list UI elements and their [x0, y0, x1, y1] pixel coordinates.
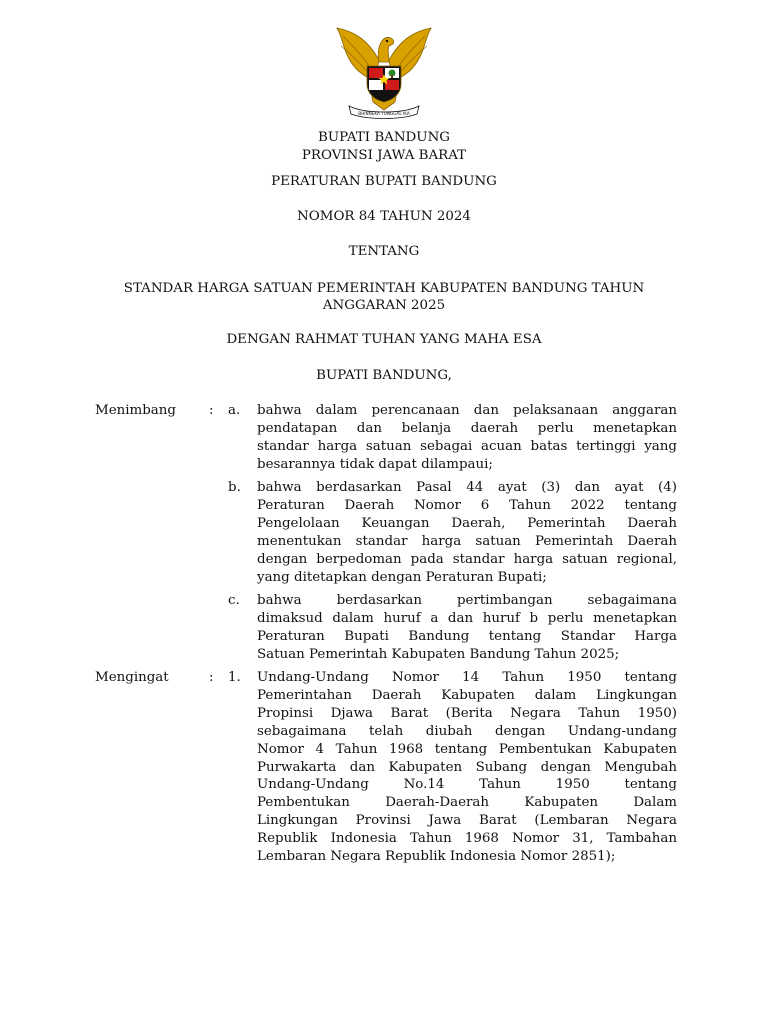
text-line: Purwakarta dan Kabupaten Subang dengan Mengubah [257, 759, 677, 775]
text-line: Propinsi Djawa Barat (Berita Negara Tahun 1950) [257, 705, 677, 721]
text-line: bahwa berdasarkan Pasal 44 ayat (3) dan ayat (4) [257, 480, 677, 495]
text-line: Undang-Undang No.14 Tahun 1950 tentang [257, 777, 677, 793]
garuda-pancasila-emblem-icon [329, 22, 439, 122]
heading-bupati: BUPATI BANDUNG [318, 130, 450, 145]
subject-line-2: ANGGARAN 2025 [322, 298, 446, 313]
menimbang-colon: : [209, 403, 214, 418]
motto-text: BHINNEKA TUNGGAL IKA [358, 111, 410, 116]
mengingat-label: Mengingat [95, 670, 169, 685]
mengingat-item-1 [257, 669, 677, 866]
menimbang-marker-b: b. [228, 480, 241, 495]
regulation-title: PERATURAN BUPATI BANDUNG [271, 174, 497, 189]
menimbang-section [0, 402, 768, 672]
text-line: Pengelolaan Keuangan Daerah, Pemerintah Daerah [257, 515, 677, 531]
text-line: dengan berpedoman pada standar harga satuan regional, [257, 551, 677, 567]
text-line: Satuan Pemerintah Kabupaten Bandung Tahun 2025; [257, 646, 620, 662]
text-line: standar harga satuan sebagai acuan batas tertinggi yang [257, 438, 677, 454]
text-line: Pemerintahan Daerah Kabupaten dalam Lingkungan [257, 687, 677, 703]
mengingat-marker-1: 1. [228, 670, 241, 685]
text-line: Peraturan Daerah Nomor 6 Tahun 2022 tentang [257, 497, 677, 513]
mengingat-colon: : [209, 670, 214, 685]
mengingat-section [0, 669, 768, 879]
official-title: BUPATI BANDUNG, [316, 368, 452, 383]
text-line: pendatapan dan belanja daerah perlu menetapkan [257, 420, 677, 436]
text-line: Lembaran Negara Republik Indonesia Nomor 2851); [257, 849, 616, 865]
text-line: Undang-Undang Nomor 14 Tahun 1950 tentang [257, 670, 677, 685]
text-line: menentukan standar harga satuan Pemerintah Daerah [257, 533, 677, 549]
text-line: Republik Indonesia Tahun 1968 Nomor 31, Tambahan [257, 831, 677, 847]
text-line: yang ditetapkan dengan Peraturan Bupati; [257, 569, 547, 585]
regulation-number: NOMOR 84 TAHUN 2024 [297, 209, 471, 224]
menimbang-marker-c: c. [228, 593, 240, 608]
text-line: bahwa dalam perencanaan dan pelaksanaan anggaran [257, 403, 677, 418]
text-line: dimaksud dalam huruf a dan huruf b perlu menetapkan [257, 610, 677, 626]
text-line: Peraturan Bupati Bandung tentang Standar Harga [257, 628, 677, 644]
text-line: Pembentukan Daerah-Daerah Kabupaten Dalam [257, 795, 677, 811]
text-line: besarannya tidak dapat dilampaui; [257, 456, 493, 472]
menimbang-item-b [257, 479, 677, 586]
menimbang-label: Menimbang [95, 403, 176, 418]
menimbang-item-c [257, 592, 677, 664]
text-line: Lingkungan Provinsi Jawa Barat (Lembaran Negara [257, 813, 677, 829]
subject-line-1: STANDAR HARGA SATUAN PEMERINTAH KABUPATEN BANDUNG TAHUN [123, 281, 645, 296]
menimbang-item-a [257, 402, 677, 474]
about-heading: TENTANG [348, 244, 420, 259]
text-line: Nomor 4 Tahun 1968 tentang Pembentukan Kabupaten [257, 741, 677, 757]
blessing-line: DENGAN RAHMAT TUHAN YANG MAHA ESA [226, 332, 542, 347]
text-line: bahwa berdasarkan pertimbangan sebagaimana [257, 593, 677, 608]
heading-province: PROVINSI JAWA BARAT [301, 148, 467, 163]
text-line: sebagaimana telah diubah dengan Undang-undang [257, 723, 677, 739]
menimbang-marker-a: a. [228, 403, 241, 418]
